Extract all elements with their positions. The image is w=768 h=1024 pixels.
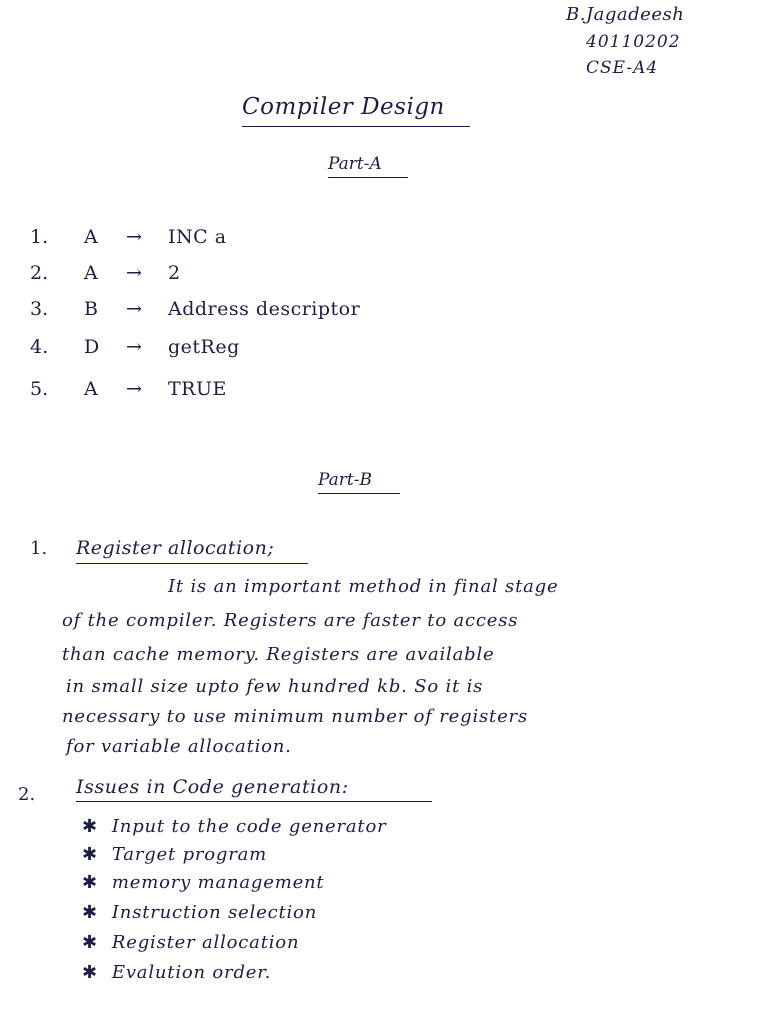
list-item — [82, 844, 267, 865]
asterisk-icon: ✱ — [82, 932, 98, 953]
paragraph-line: than cache memory. Registers are available — [62, 644, 495, 665]
part-a-answer-3 — [30, 298, 450, 322]
answer-text: INC a — [168, 226, 227, 248]
list-item-text: Register allocation — [111, 932, 300, 953]
list-item-text: Input to the code generator — [111, 816, 387, 837]
list-item-text: memory management — [111, 872, 325, 893]
question-number: 2. — [18, 784, 36, 805]
list-item-text: Evalution order. — [111, 962, 272, 983]
part-a-answer-5 — [30, 378, 450, 402]
part-a-answer-2 — [30, 262, 450, 286]
answer-text: Address descriptor — [168, 298, 361, 320]
page-title: Compiler Design — [242, 94, 445, 120]
paragraph-line: for variable allocation. — [66, 736, 292, 757]
question-heading: Issues in Code generation: — [76, 776, 349, 798]
answer-number: 1. — [30, 226, 49, 248]
question-heading: Register allocation; — [76, 537, 275, 559]
roll-number: 40110202 — [586, 32, 681, 52]
paragraph-line: in small size upto few hundred kb. So it is — [66, 676, 484, 697]
list-item — [82, 872, 324, 893]
question-heading-underline — [76, 801, 432, 802]
answer-option: A — [84, 262, 98, 284]
answer-number: 2. — [30, 262, 49, 284]
part-a-heading: Part-A — [328, 154, 382, 174]
arrow-icon: → — [126, 226, 142, 248]
list-item — [82, 816, 387, 837]
answer-text: getReg — [168, 336, 240, 358]
list-item-text: Instruction selection — [111, 902, 318, 923]
asterisk-icon: ✱ — [82, 902, 98, 923]
answer-option: D — [84, 336, 100, 358]
answer-text: TRUE — [168, 378, 227, 400]
student-name: B.Jagadeesh — [566, 4, 685, 25]
question-number: 1. — [30, 538, 48, 559]
part-a-answer-1 — [30, 226, 450, 250]
paragraph-line: necessary to use minimum number of registers — [62, 706, 528, 727]
asterisk-icon: ✱ — [82, 962, 98, 983]
list-item-text: Target program — [111, 844, 268, 865]
arrow-icon: → — [126, 262, 142, 284]
part-a-answer-4 — [30, 336, 450, 360]
list-item — [82, 962, 271, 983]
answer-option: A — [84, 226, 98, 248]
class-section: CSE-A4 — [586, 58, 659, 78]
asterisk-icon: ✱ — [82, 844, 98, 865]
part-a-underline — [328, 177, 408, 178]
arrow-icon: → — [126, 378, 142, 400]
answer-option: B — [84, 298, 98, 320]
question-heading-underline — [76, 563, 308, 564]
arrow-icon: → — [126, 336, 142, 358]
answer-text: 2 — [168, 262, 181, 284]
paragraph-line: of the compiler. Registers are faster to access — [62, 610, 519, 631]
answer-number: 4. — [30, 336, 49, 358]
part-b-underline — [318, 493, 400, 494]
asterisk-icon: ✱ — [82, 816, 98, 837]
asterisk-icon: ✱ — [82, 872, 98, 893]
answer-number: 3. — [30, 298, 49, 320]
list-item — [82, 932, 299, 953]
arrow-icon: → — [126, 298, 142, 320]
answer-option: A — [84, 378, 98, 400]
answer-number: 5. — [30, 378, 49, 400]
list-item — [82, 902, 317, 923]
title-underline — [242, 126, 470, 127]
part-b-heading: Part-B — [318, 470, 373, 490]
paragraph-line: It is an important method in final stage — [168, 576, 559, 597]
